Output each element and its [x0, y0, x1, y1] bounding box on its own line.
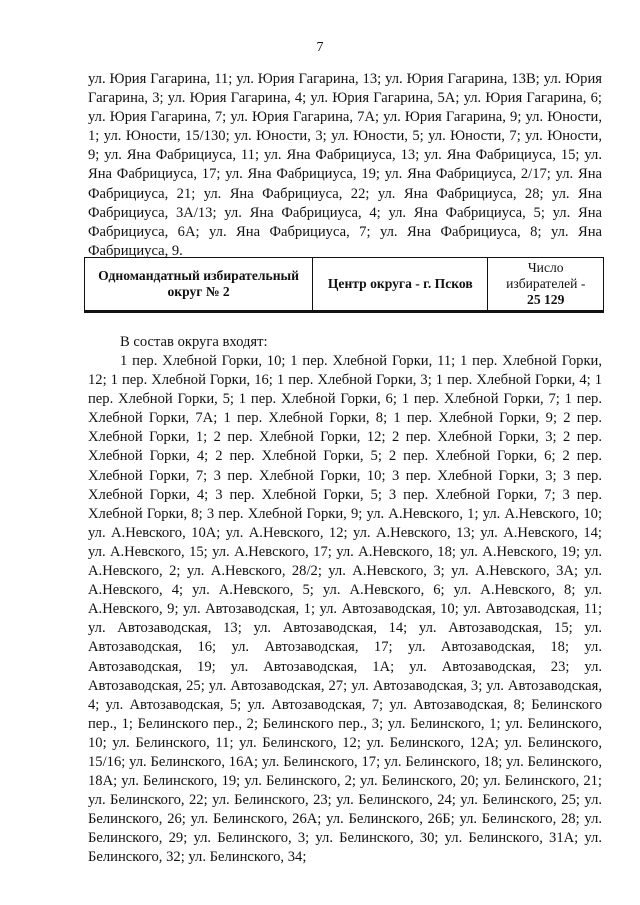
voters-count-cell: [487, 258, 603, 310]
composition-intro: В состав округа входят:: [120, 334, 268, 350]
voters-count: 25 129: [527, 292, 565, 307]
previous-district-streets: ул. Юрия Гагарина, 11; ул. Юрия Гагарина, 13; ул. Юрия Гагарина, 13В; ул. Юрия Гагарина, 3; ул. Юрия Гагарина, 4; ул. Юрия Гагарина, 5А; ул. Юрия Гагарина, 6; ул. Юрия Гагарина, 7; ул. Юрия Гагарина, 7А; ул. Юрия Гагарина, 9; ул. Юности, 1; ул. Юности, 15/130; ул. Юности, 3; ул. Юности, 5; ул. Юности, 7; ул. Юности, 9; ул. Яна Фабрициуса, 11; ул. Яна Фабрициуса, 13; ул. Яна Фабрициуса, 15; ул. Яна Фабрициуса, 17; ул. Яна Фабрициуса, 19; ул. Яна Фабрициуса, 2/17; ул. Яна Фабрициуса, 21; ул. Яна Фабрициуса, 22; ул. Яна Фабрициуса, 28; ул. Яна Фабрициуса, 3А/13; ул. Яна Фабрициуса, 4; ул. Яна Фабрициуса, 5; ул. Яна Фабрициуса, 6А; ул. Яна Фабрициуса, 7; ул. Яна Фабрициуса, 8; ул. Яна Фабрициуса, 9.: [88, 71, 602, 259]
voters-label: Число избирателей -: [506, 260, 586, 291]
district-info-table: [84, 257, 604, 313]
page-number: 7: [316, 40, 324, 55]
district-center-cell: Центр округа - г. Псков: [312, 258, 487, 310]
district-streets-list: 1 пер. Хлебной Горки, 10; 1 пер. Хлебной Горки, 11; 1 пер. Хлебной Горки, 12; 1 пер. Хлебной Горки, 16; 1 пер. Хлебной Горки, 3; 1 пер. Хлебной Горки, 4; 1 пер. Хлебной Горки, 5; 1 пер. Хлебной Горки, 6; 1 пер. Хлебной Горки, 7; 1 пер. Хлебной Горки, 7А; 1 пер. Хлебной Горки, 8; 1 пер. Хлебной Горки, 9; 2 пер. Хлебной Горки, 1; 2 пер. Хлебной Горки, 12; 2 пер. Хлебной Горки, 3; 2 пер. Хлебной Горки, 4; 2 пер. Хлебной Горки, 5; 2 пер. Хлебной Горки, 6; 2 пер. Хлебной Горки, 7; 3 пер. Хлебной Горки, 10; 3 пер. Хлебной Горки, 3; 3 пер. Хлебной Горки, 4; 3 пер. Хлебной Горки, 5; 3 пер. Хлебной Горки, 7; 3 пер. Хлебной Горки, 8; 3 пер. Хлебной Горки, 9; ул. А.Невского, 1; ул. А.Невского, 10; ул. А.Невского, 10А; ул. А.Невского, 12; ул. А.Невского, 13; ул. А.Невского, 14; ул. А.Невского, 15; ул. А.Невского, 17; ул. А.Невского, 18; ул. А.Невского, 19; ул. А.Невского, 2; ул. А.Невского, 28/2; ул. А.Невского, 3; ул. А.Невского, 3А; ул. А.Невского, 4; ул. А.Невского, 5; ул. А.Невского, 6; ул. А.Невского, 8; ул. А.Невского, 9; ул. Автозаводская, 1; ул. Автозаводская, 10; ул. Автозаводская, 11; ул. Автозаводская, 13; ул. Автозаводская, 14; ул. Автозаводская, 15; ул. Автозаводская, 16; ул. Автозаводская, 17; ул. Автозаводская, 18; ул. Автозаводская, 19; ул. Автозаводская, 1А; ул. Автозаводская, 23; ул. Автозаводская, 25; ул. Автозаводская, 27; ул. Автозаводская, 3; ул. Автозаводская, 4; ул. Автозаводская, 5; ул. Автозаводская, 7; ул. Автозаводская, 8; Белинского пер., 1; Белинского пер., 2; Белинского пер., 3; ул. Белинского, 1; ул. Белинского, 10; ул. Белинского, 11; ул. Белинского, 12; ул. Белинского, 12А; ул. Белинского, 15/16; ул. Белинского, 16А; ул. Белинского, 17; ул. Белинского, 18; ул. Белинского, 18А; ул. Белинского, 19; ул. Белинского, 2; ул. Белинского, 20; ул. Белинского, 21; ул. Белинского, 22; ул. Белинского, 23; ул. Белинского, 24; ул. Белинского, 25; ул. Белинского, 26; ул. Белинского, 26А; ул. Белинского, 26Б; ул. Белинского, 28; ул. Белинского, 29; ул. Белинского, 3; ул. Белинского, 30; ул. Белинского, 31А; ул. Белинского, 32; ул. Белинского, 34;: [88, 353, 602, 866]
district-name-cell: Одномандатный избирательный округ № 2: [98, 268, 299, 299]
